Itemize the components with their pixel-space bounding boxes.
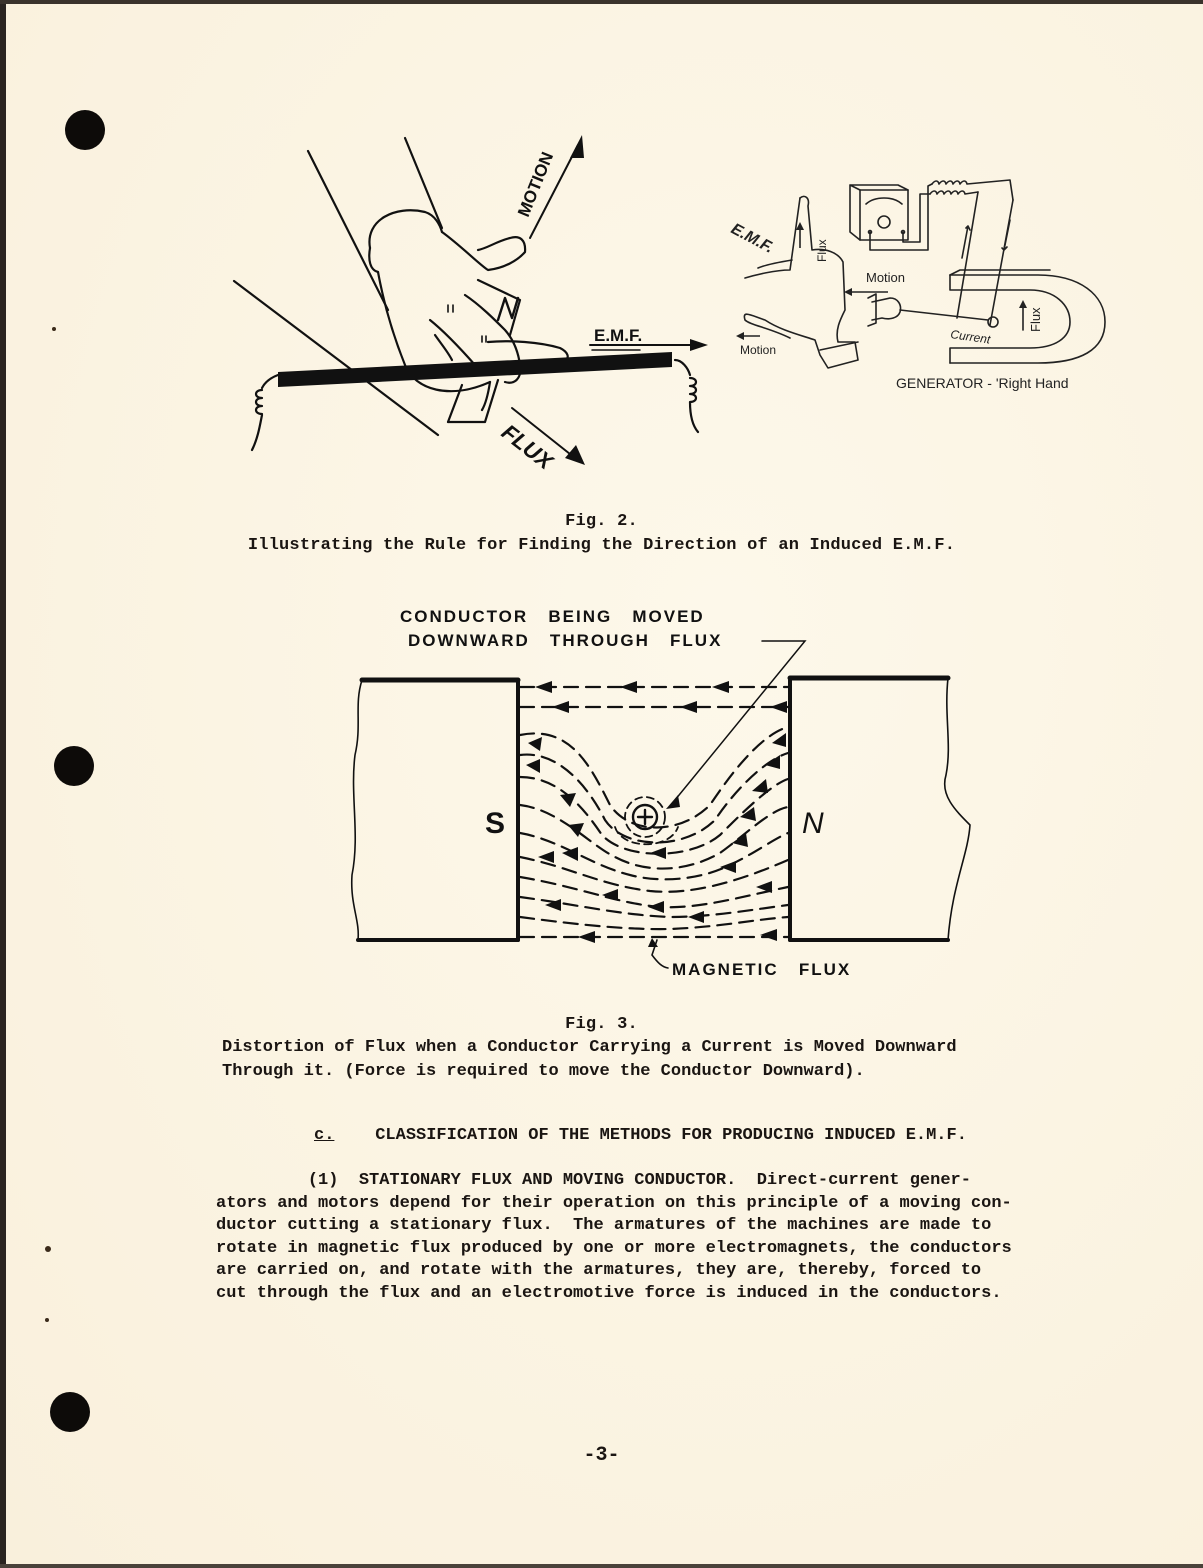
label-generator-right-hand: GENERATOR - 'Right Hand [896,375,1069,391]
label-motion-thumb: Motion [740,343,777,357]
label-emf-right: E.M.F. [728,220,777,257]
paragraph-line: (1) STATIONARY FLUX AND MOVING CONDUCTOR. Direct-current gener- [216,1171,971,1190]
binder-hole-middle [54,746,94,786]
paper-speck [45,1246,51,1252]
label-south-pole: S [485,807,506,840]
section-title: CLASSIFICATION OF THE METHODS FOR PRODUCING INDUCED E.M.F. [375,1126,967,1145]
fig3-caption-line1: Distortion of Flux when a Conductor Carrying a Current is Moved Downward [222,1038,957,1057]
label-motion: MOTION [514,149,558,220]
label-magnetic-flux: MAGNETIC FLUX [672,960,852,979]
fig2-right-generator-diagram [720,170,1120,410]
fig3-caption-line2: Through it. (Force is required to move the Conductor Downward). [222,1062,865,1081]
page-number: -3- [583,1444,620,1467]
label-conductor-line2: DOWNWARD THROUGH FLUX [408,631,723,650]
label-north-pole: N [802,807,824,840]
label-flux-magnet: Flux [1028,307,1043,332]
section-letter: c. [314,1126,335,1145]
section-heading [314,1126,967,1145]
fig2-number: Fig. 2. [565,512,638,531]
label-flux: FLUX [496,419,558,475]
paragraph-line: ductor cutting a stationary flux. The armatures of the machines are made to [216,1216,992,1236]
paper-speck [52,327,56,331]
paragraph-line: cut through the flux and an electromotive force is induced in the conductors. [216,1283,1002,1303]
binder-hole-top [65,110,105,150]
paragraph-line: rotate in magnetic flux produced by one or more electromagnets, the conductors [216,1238,1012,1258]
paragraph-stationary-flux [216,1170,1096,1306]
label-conductor-line1: CONDUCTOR BEING MOVED [400,607,705,626]
paragraph-line: ators and motors depend for their operation on this principle of a moving con- [216,1193,1012,1213]
label-motion-conductor: Motion [866,270,906,285]
label-flux-finger: Flux [815,239,829,262]
paragraph-line: are carried on, and rotate with the armatures, they are, thereby, forced to [216,1261,982,1281]
fig2-caption: Illustrating the Rule for Finding the Direction of an Induced E.M.F. [247,536,956,555]
fig3-flux-distortion-diagram [340,595,980,985]
scan-edge-bottom [0,1564,1203,1568]
fig3-caption [222,1036,1072,1084]
paper-speck [45,1318,49,1322]
binder-hole-bottom [50,1392,90,1432]
fig3-number: Fig. 3. [565,1015,638,1034]
label-emf: E.M.F. [594,326,643,345]
fig2-left-hand-rule-diagram [220,120,720,500]
label-current: Current [949,327,992,347]
